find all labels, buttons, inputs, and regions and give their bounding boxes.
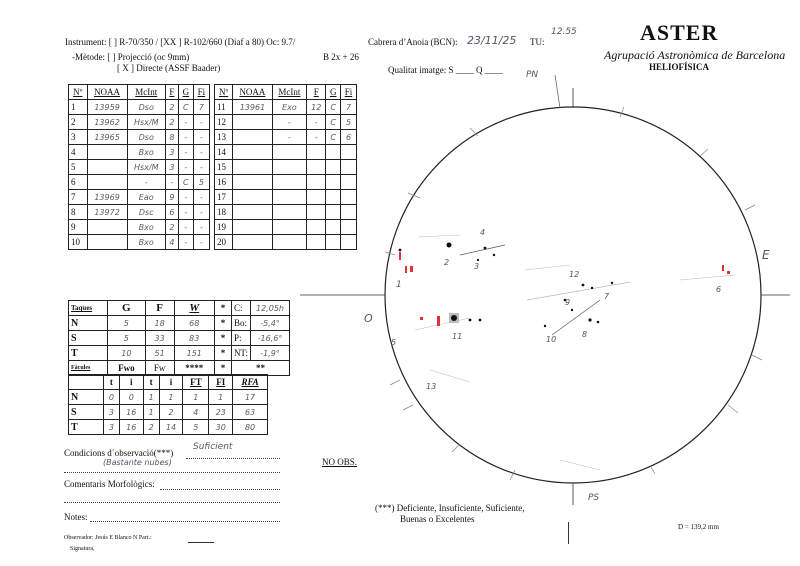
groups-cell: 6 <box>341 130 357 145</box>
observador-label: Observador: Jesús E Blanco N Part.: <box>64 535 152 541</box>
condicions-handwritten: Suficient <box>193 442 233 452</box>
groups-header-cell: Nº <box>69 85 88 100</box>
groups-cell: - <box>272 130 306 145</box>
pen-line <box>418 235 460 237</box>
red-spot <box>420 317 423 320</box>
groups-cell: 15 <box>215 160 233 175</box>
groups-cell: 4 <box>69 145 88 160</box>
groups-cell: 11 <box>215 100 233 115</box>
groups-header-cell: G <box>178 85 193 100</box>
facules-cell: 1 <box>159 390 183 405</box>
facules-cell: 63 <box>233 405 268 420</box>
taques-cell: 5 <box>108 316 146 331</box>
red-spot <box>399 252 401 260</box>
taques-cell: 51 <box>145 346 174 361</box>
qualitat-label: Qualitat imatge: S ____ Q ____ <box>388 65 503 75</box>
taques-cell: 151 <box>174 346 214 361</box>
taques-cell: 83 <box>174 331 214 346</box>
facules-cell: 30 <box>209 420 233 435</box>
groups-cell: C <box>178 175 193 190</box>
groups-cell: 13972 <box>87 205 127 220</box>
groups-cell: - <box>193 235 209 250</box>
col-g: G <box>108 301 146 316</box>
groups-cell: - <box>307 130 326 145</box>
groups-cell: - <box>178 160 193 175</box>
facules-cell: 0 <box>104 390 120 405</box>
sunspot <box>544 325 546 327</box>
groups-header-cell: Nº <box>215 85 233 100</box>
groups-cell: Bxo <box>127 145 165 160</box>
group-axis <box>460 245 505 255</box>
groups-cell: 14 <box>215 145 233 160</box>
groups-cell: - <box>127 175 165 190</box>
groups-cell: Hsx/M <box>127 160 165 175</box>
group-label-3: 3 <box>474 262 480 271</box>
star-cell: * <box>214 316 231 331</box>
sunspot <box>588 318 591 321</box>
group-axis <box>552 300 600 335</box>
groups-cell: 17 <box>215 190 233 205</box>
taques-cell: 68 <box>174 316 214 331</box>
groups-cell: - <box>178 145 193 160</box>
facules-label: Fàcules <box>69 361 108 376</box>
facules-cell: 14 <box>159 420 183 435</box>
groups-cell: - <box>193 205 209 220</box>
group-label-2: 2 <box>444 258 450 267</box>
taques-row-header: T <box>69 346 108 361</box>
groups-cell: Bxo <box>127 220 165 235</box>
groups-cell: 13961 <box>233 100 272 115</box>
side-label-c: C: <box>231 301 250 316</box>
facules-cell: 0 <box>119 390 143 405</box>
red-spot <box>405 266 407 273</box>
b-value: B 2x + 26 <box>323 52 359 62</box>
groups-cell: Dso <box>127 100 165 115</box>
groups-cell: 4 <box>165 235 178 250</box>
groups-cell: 2 <box>165 100 178 115</box>
sunspot <box>479 319 482 322</box>
star-cell: * <box>214 346 231 361</box>
sunspot <box>469 319 472 322</box>
groups-cell: 8 <box>165 130 178 145</box>
comentaris-label: Comentaris Morfològics: <box>64 479 155 489</box>
pn-label: PN <box>526 70 539 80</box>
groups-cell: C <box>326 100 341 115</box>
facules-header-cell: t <box>143 375 159 390</box>
groups-cell: - <box>165 175 178 190</box>
groups-cell: - <box>272 115 306 130</box>
groups-cell: 6 <box>69 175 88 190</box>
groups-cell: - <box>193 145 209 160</box>
facules-row-header: N <box>69 390 104 405</box>
condicions-label: Condicions d´observació(***) <box>64 448 174 458</box>
sunspot <box>597 321 600 324</box>
groups-cell: - <box>307 115 326 130</box>
ps-label: PS <box>588 493 600 503</box>
star-label: * <box>214 361 231 376</box>
fw-label: Fw <box>145 361 174 376</box>
groups-cell: 3 <box>165 145 178 160</box>
facules-cell: 3 <box>104 420 120 435</box>
side-value: -5,4° <box>251 316 290 331</box>
groups-cell: 7 <box>193 100 209 115</box>
facules-header-cell: FI <box>209 375 233 390</box>
groups-cell: 5 <box>341 115 357 130</box>
groups-header-cell: Fi <box>193 85 209 100</box>
groups-cell: 2 <box>165 115 178 130</box>
groups-cell: Dsc <box>127 205 165 220</box>
groups-cell: 8 <box>69 205 88 220</box>
pen-line <box>560 460 600 470</box>
side-value: -1,9° <box>251 346 290 361</box>
solar-disk <box>385 107 761 483</box>
date-handwritten: 23/11/25 <box>467 34 517 47</box>
facules-cell: 4 <box>183 405 209 420</box>
groups-cell: 1 <box>69 100 88 115</box>
taques-label: Taques <box>69 301 108 316</box>
facules-row-header: T <box>69 420 104 435</box>
facules-cell: 1 <box>143 390 159 405</box>
equator-pen-line <box>527 282 630 300</box>
sunspot <box>477 259 479 261</box>
facules-header-cell: t <box>104 375 120 390</box>
groups-cell: 3 <box>69 130 88 145</box>
groups-cell: - <box>178 130 193 145</box>
groups-cell: 9 <box>165 190 178 205</box>
notes-label: Notes: <box>64 512 88 522</box>
groups-header-cell: G <box>326 85 341 100</box>
facules-cell: 17 <box>233 390 268 405</box>
instrument-line: Instrument: [ ] R-70/350 / [XX ] R-102/660 (Diaf a 80) Oc: 9.7/ <box>65 37 296 47</box>
red-spot <box>722 265 724 271</box>
pen-line <box>680 275 735 280</box>
groups-cell: 12 <box>215 115 233 130</box>
groups-cell: - <box>193 160 209 175</box>
heliofisica-title: HELIOFÍSICA <box>649 62 710 72</box>
facules-header-cell: FT <box>183 375 209 390</box>
pen-line <box>525 265 570 270</box>
side-label: NT: <box>231 346 250 361</box>
stars2-label: ** <box>231 361 289 376</box>
groups-cell: 19 <box>215 220 233 235</box>
facules-cell: 1 <box>183 390 209 405</box>
groups-cell: Eao <box>127 190 165 205</box>
facules-cell: 2 <box>143 420 159 435</box>
facules-header-cell: i <box>119 375 143 390</box>
group-label-12: 12 <box>569 270 580 279</box>
col-w: W <box>174 301 214 316</box>
groups-cell: - <box>193 220 209 235</box>
groups-cell: 2 <box>69 115 88 130</box>
star-cell: * <box>214 301 231 316</box>
groups-cell: 13965 <box>87 130 127 145</box>
pen-line <box>430 370 470 382</box>
sunspot <box>399 249 402 252</box>
groups-cell: 12 <box>307 100 326 115</box>
groups-header-cell: NOAA <box>87 85 127 100</box>
groups-cell: - <box>193 130 209 145</box>
groups-cell: 3 <box>165 160 178 175</box>
taques-cell: 5 <box>108 331 146 346</box>
groups-cell: C <box>326 115 341 130</box>
group-label-7: 7 <box>604 292 610 301</box>
sunspot <box>447 243 452 248</box>
taques-cell: 18 <box>145 316 174 331</box>
groups-cell: C <box>326 130 341 145</box>
facules-cell: 1 <box>209 390 233 405</box>
group-label-4: 4 <box>480 228 486 237</box>
groups-cell: 13 <box>215 130 233 145</box>
group-label-10: 10 <box>546 335 557 344</box>
facules-cell: 80 <box>233 420 268 435</box>
side-value: -16,6° <box>251 331 290 346</box>
groups-cell: - <box>193 115 209 130</box>
facules-header-cell: RFA <box>233 375 268 390</box>
groups-cell: C <box>178 100 193 115</box>
directe-line: [ X ] Directe (ASSF Baader) <box>117 63 221 73</box>
groups-cell: 5 <box>69 160 88 175</box>
facules-cell: 1 <box>143 405 159 420</box>
facules-cell: 16 <box>119 405 143 420</box>
side-label: P: <box>231 331 250 346</box>
pn-line <box>555 75 560 108</box>
sunspot <box>493 254 495 256</box>
groups-cell: 6 <box>165 205 178 220</box>
sunspot <box>582 284 585 287</box>
groups-cell: - <box>178 205 193 220</box>
side-value-c: 12,05h <box>251 301 290 316</box>
taques-cell: 10 <box>108 346 146 361</box>
stars4-label: **** <box>174 361 214 376</box>
groups-cell: - <box>178 190 193 205</box>
groups-cell: - <box>178 115 193 130</box>
west-label: O <box>364 312 373 325</box>
facules-header-cell: i <box>159 375 183 390</box>
sunspot <box>591 287 593 289</box>
group-label-5: 5 <box>391 338 397 347</box>
group-label-13: 13 <box>426 382 437 391</box>
star-cell: * <box>214 331 231 346</box>
groups-cell: 13969 <box>87 190 127 205</box>
facules-cell: 16 <box>119 420 143 435</box>
tu-handwritten: 12.55 <box>551 27 577 37</box>
side-label: Bo: <box>231 316 250 331</box>
taques-row-header: S <box>69 331 108 346</box>
groups-cell: 18 <box>215 205 233 220</box>
groups-header-cell: F <box>307 85 326 100</box>
groups-cell: - <box>193 190 209 205</box>
diameter-label: D = 139,2 mm <box>678 523 719 531</box>
groups-header-cell: McInt <box>127 85 165 100</box>
groups-cell: 7 <box>341 100 357 115</box>
groups-cell: - <box>178 220 193 235</box>
groups-cell: Bxo <box>127 235 165 250</box>
condicions-handwritten-2: (Bastante nubes) <box>103 458 172 467</box>
taques-row-header: N <box>69 316 108 331</box>
col-f: F <box>145 301 174 316</box>
groups-header-cell: McInt <box>272 85 306 100</box>
group-label-6: 6 <box>716 285 722 294</box>
aster-logo: ASTER <box>640 20 719 45</box>
agrupacio-title: Agrupació Astronòmica de Barcelona <box>604 48 786 62</box>
facules-cell: 2 <box>159 405 183 420</box>
signatura-label: Signatura, <box>70 546 95 552</box>
groups-cell: Hsx/M <box>127 115 165 130</box>
groups-cell: 9 <box>69 220 88 235</box>
cabrera-label: Cabrera d’Anoia (BCN): <box>368 37 458 47</box>
groups-cell: 20 <box>215 235 233 250</box>
groups-header-cell: NOAA <box>233 85 272 100</box>
facules-cell: 5 <box>183 420 209 435</box>
groups-cell: 10 <box>69 235 88 250</box>
east-label: E <box>762 248 770 262</box>
groups-cell: - <box>178 235 193 250</box>
no-obs-label: NO OBS. <box>322 457 358 467</box>
red-spot <box>727 271 730 274</box>
sunspot <box>611 282 613 284</box>
groups-cell: 13962 <box>87 115 127 130</box>
groups-cell: Exo <box>272 100 306 115</box>
metode-line: -Mètode: [ ] Projecció (oc 9mm) <box>72 52 190 62</box>
groups-cell: 2 <box>165 220 178 235</box>
group-label-11: 11 <box>452 332 463 341</box>
taques-cell: 33 <box>145 331 174 346</box>
groups-cell: 5 <box>193 175 209 190</box>
group-label-9: 9 <box>565 298 571 307</box>
facules-cell: 3 <box>104 405 120 420</box>
pen-line <box>415 318 470 330</box>
fwo-label: Fwo <box>108 361 146 376</box>
groups-cell: 16 <box>215 175 233 190</box>
sunspot <box>451 315 457 321</box>
sunspot <box>484 247 487 250</box>
tu-label: TU: <box>530 37 545 47</box>
legend-line-1: (***) Deficiente, Insuficiente, Suficiente, <box>375 503 525 513</box>
facules-cell: 23 <box>209 405 233 420</box>
groups-cell: 13959 <box>87 100 127 115</box>
sunspot <box>571 309 573 311</box>
group-label-1: 1 <box>396 280 402 290</box>
groups-header-cell: Fi <box>341 85 357 100</box>
red-spot <box>437 316 440 326</box>
groups-cell: 7 <box>69 190 88 205</box>
red-spot <box>410 266 413 272</box>
legend-line-2: Buenas o Excelentes <box>400 514 475 524</box>
groups-header-cell: F <box>165 85 178 100</box>
group-label-8: 8 <box>582 330 588 339</box>
groups-cell: Dso <box>127 130 165 145</box>
facules-row-header: S <box>69 405 104 420</box>
